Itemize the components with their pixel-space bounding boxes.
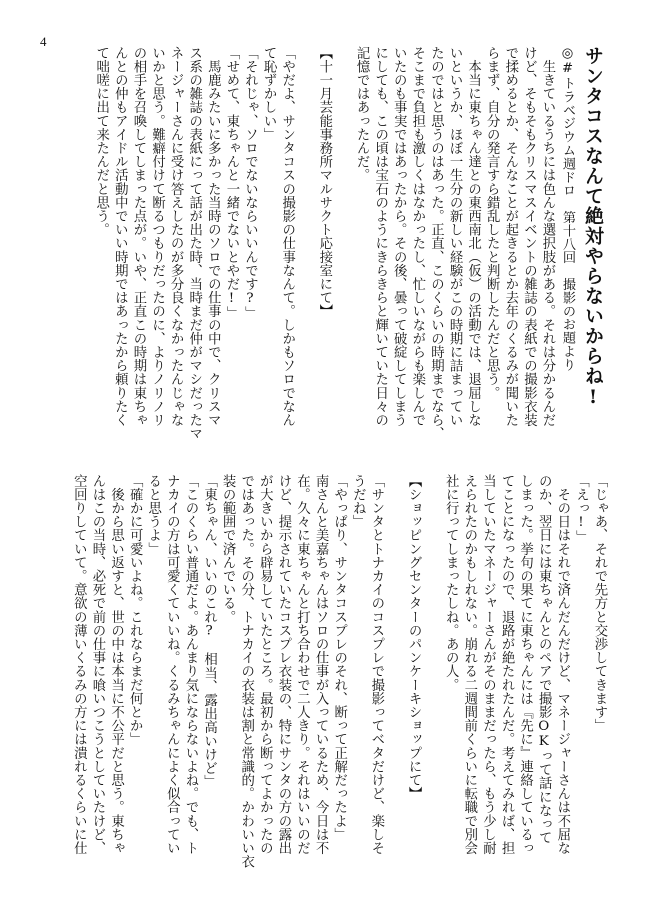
text-line: て恥ずかしい」 <box>261 46 277 142</box>
text-line: て咄嗟に出て来たんだと思う。 <box>93 46 109 237</box>
text-line: 後から思い返すと、世の中は本当に不公平だと思う。東ちゃ <box>108 474 124 855</box>
text-line: うだね」 <box>350 474 366 529</box>
text-line: にしても、この頃は宝石のようにきらきらと輝いていた日々の <box>372 46 388 427</box>
text-line: ると思うよ」 <box>145 474 161 556</box>
text-line: の相手を召喚してしまった点が。いや、正直この時期は東ちゃ <box>130 46 146 427</box>
text-line: らまず、自分の発言すら錯乱したと判断したんだと思う。 <box>484 46 500 400</box>
section-heading: 【十一月芸能事務所マルサクト応接室にて】 <box>316 46 332 318</box>
story-title: サンタコスなんて絶対やらないからね! <box>582 46 604 409</box>
text-line: たのではと思うのはあった。正直、このくらいの時期までなら、 <box>428 46 444 441</box>
text-line: けど、そもそもクリスマスイベントの雑誌の表紙での撮影衣装 <box>521 46 537 427</box>
story-subtitle: ◎#トラベジウム週ドロ 第十八回 撮影のお題より <box>560 46 575 372</box>
text-line: てことになったので、退路が絶たれたんだ。考えてみれば、担 <box>499 474 515 855</box>
text-line: 馬鹿みたいに多かった当時のソロでの仕事の中で、クリスマ <box>205 46 221 427</box>
text-line: 「えっ!」 <box>573 474 589 544</box>
bottom-body <box>69 474 608 869</box>
text-line: ス系の雑誌の表紙にって話が出た時、当時まだ仲がマシだったマ <box>186 46 202 441</box>
bottom-tier-text <box>36 474 608 869</box>
text-line: 「せめて、東ちゃんと一緒でないとやだ!」 <box>223 46 239 320</box>
top-tier-text <box>36 46 608 446</box>
text-line: ナカイの方は可愛くていいね。くるみちゃんによく似合ってい <box>164 474 180 855</box>
text-line: 「やっぱり、サンタコスプレのそれ、断って正解だったよ」 <box>331 474 347 842</box>
text-line: 「東ちゃん、いいのこれ? 相当、露出高いけど」 <box>201 474 217 789</box>
text-line: ネージャーさんに受け答えしたのが多分良くなかったんじゃな <box>168 46 184 427</box>
text-line: いというか、ほぼ一生分の新しい経験がこの時期に詰まってい <box>447 46 463 427</box>
text-line: 記憶ではあったんだ。 <box>354 46 370 182</box>
text-line <box>422 474 441 864</box>
text-line: 本当に東ちゃん達との東西南北（仮）の活動では、退屈しな <box>465 46 481 427</box>
text-line <box>296 46 315 446</box>
text-line <box>333 46 352 446</box>
text-line: が大きいから辟易していたところ。最初から断ってよかったの <box>257 474 273 855</box>
text-line: 在。久々に東ちゃんと打ち合わせで二人きり。それはいいのだ <box>294 474 310 855</box>
top-body <box>91 46 556 446</box>
text-line: のか、翌日には東ちゃんとのペアで撮影OKって話になって <box>536 474 552 845</box>
text-line: えられたのかもしれない。崩れる二週間前くらいに転職で別会 <box>461 474 477 855</box>
text-line: で揉めるとか、そんなことが起きるとか去年のくるみが聞いた <box>502 46 518 427</box>
text-line <box>385 474 404 864</box>
text-line: んはこの当時、必死で前の仕事に喰いつこうとしていたけど、 <box>89 474 105 855</box>
text-line: しまった。挙句の果てに東ちゃんには『先に』連絡しているっ <box>517 474 533 855</box>
text-line: 空回りしていて。意欲の薄いくるみの方には潰れるくらいに仕 <box>71 474 87 855</box>
text-line: 「確かに可愛いよね。これならまだ何とか」 <box>127 474 143 746</box>
text-line: 「サンタとトナカイのコスプレで撮影ってベタだけど、楽しそ <box>368 474 384 855</box>
text-line: いたのも事実ではあったから。その後、曇って破綻してしまう <box>391 46 407 427</box>
text-line: 社に行ってしまったしね。あの人。 <box>443 474 459 692</box>
text-line: けど、提示されていたコスプレ衣装の、特にサンタの方の露出 <box>275 474 291 855</box>
text-line: んとの仲もアイドル活動中でいい時期ではあったから頼りたく <box>112 46 128 427</box>
section-heading: 【ショッピングセンターのパンケーキショップにて】 <box>406 474 422 801</box>
text-line: 「じゃあ、それで先方と交渉してきます」 <box>592 474 607 733</box>
text-line: 「それじゃ、ソロでないならいいんです?」 <box>242 46 258 320</box>
text-line: そこまで負担も激しくはなかったし、忙しいながらも楽しんで <box>409 46 425 427</box>
page-number: 4 <box>40 34 47 49</box>
text-line: 生きているうちには色んな選択肢がある。それは分かるんだ <box>540 46 555 427</box>
text-line: その日はそれで済んだんだけど、マネージャーさんは不屈な <box>554 474 570 855</box>
text-line: 南さんと美嘉ちゃんはソロの仕事が入っているため、今日は不 <box>313 474 329 855</box>
text-line: 「やだよ、サンタコスの撮影の仕事なんて。しかもソロでなん <box>279 46 295 427</box>
text-line: 装の範囲で済んでいる。 <box>220 474 236 624</box>
text-line: いかと思う。難癖付けて断るつもりだったのに、よりノリノリ <box>149 46 165 427</box>
text-line: ではあった。その分、トナカイの衣装は割と常識的。かわいい衣 <box>238 474 254 869</box>
text-line: 「このくらい普通だよ。あんまり気にならないよね。でも、ト <box>182 474 198 855</box>
text-line: 当していたマネージャーさんがそのままだったら、もう少し耐 <box>480 474 496 855</box>
